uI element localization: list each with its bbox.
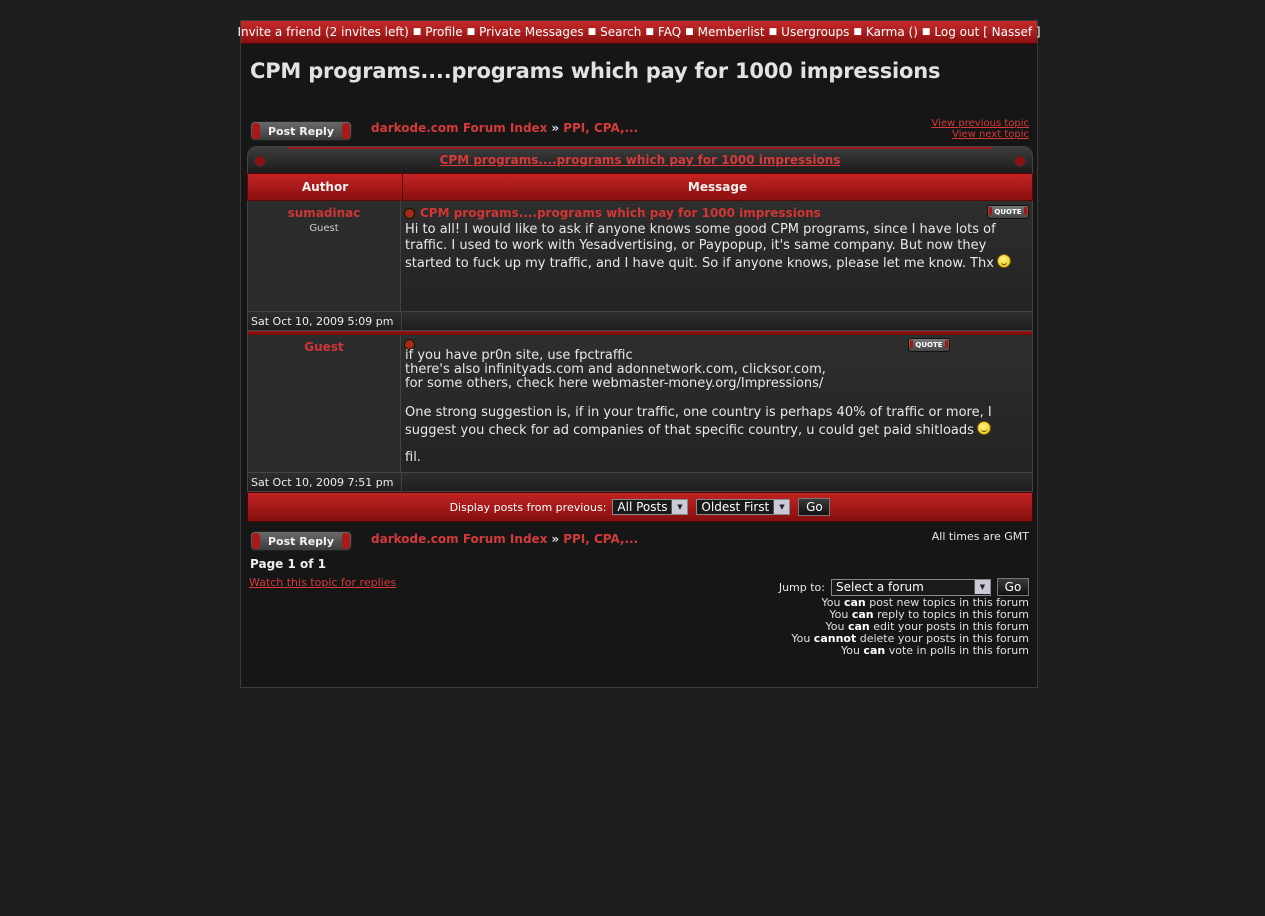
topic-navigation bbox=[931, 118, 1029, 140]
post-date: Sat Oct 10, 2009 7:51 pm bbox=[248, 473, 402, 491]
quote-button[interactable] bbox=[908, 338, 950, 352]
perm-word: can bbox=[843, 596, 866, 609]
breadcrumb-forum[interactable]: PPI, CPA,... bbox=[563, 532, 639, 546]
post-footer-empty bbox=[402, 473, 1032, 491]
post-line: for some others, check here webmaster-money.org/Impressions/ bbox=[405, 376, 824, 391]
post-author-rank: Guest bbox=[309, 223, 339, 234]
caption-left-dot-icon bbox=[254, 155, 266, 167]
perm-word: cannot bbox=[813, 632, 857, 645]
post-author-cell bbox=[248, 335, 401, 472]
perm-text: You bbox=[791, 632, 814, 645]
post-footer bbox=[247, 311, 1033, 331]
breadcrumb-forum-index[interactable]: darkode.com Forum Index bbox=[371, 121, 548, 135]
forum-select-value: Select a forum bbox=[836, 580, 924, 594]
post-row bbox=[247, 335, 1033, 472]
perm-word: can bbox=[847, 620, 870, 633]
post-reply-label: Post Reply bbox=[268, 534, 334, 548]
nav-private-messages[interactable]: Private Messages bbox=[479, 25, 584, 39]
header-message: Message bbox=[687, 180, 748, 194]
post-paragraph-text: One strong suggestion is, if in your traffic, one country is perhaps 40% of traffic or more, I suggest you check for ad companies of that specific country, u could get paid shitloads bbox=[405, 405, 992, 438]
watch-topic-link[interactable]: Watch this topic for replies bbox=[249, 576, 397, 589]
nav-separator: ■ bbox=[768, 27, 778, 37]
perm-text: edit your posts in this forum bbox=[869, 620, 1029, 633]
post-text bbox=[405, 349, 1028, 465]
period-select-value: All Posts bbox=[617, 500, 668, 514]
permission-line bbox=[791, 645, 1029, 657]
post-body bbox=[401, 201, 1032, 311]
nav-separator: ■ bbox=[587, 27, 597, 37]
nav-profile[interactable]: Profile bbox=[425, 25, 463, 39]
post-date: Sat Oct 10, 2009 5:09 pm bbox=[248, 312, 402, 330]
post-author-name[interactable]: Guest bbox=[304, 340, 344, 354]
nav-separator: ■ bbox=[853, 27, 862, 37]
page-indicator: Page 1 of 1 bbox=[250, 557, 326, 571]
post-subject-text: CPM programs....programs which pay for 1000 impressions bbox=[420, 206, 821, 220]
nav-search[interactable]: Search bbox=[600, 25, 642, 39]
dropdown-arrow-icon: ▼ bbox=[773, 500, 789, 514]
dropdown-arrow-icon: ▼ bbox=[974, 580, 990, 594]
nav-separator: ■ bbox=[466, 27, 476, 37]
nav-memberlist[interactable]: Memberlist bbox=[697, 25, 765, 39]
display-go-button[interactable]: Go bbox=[798, 498, 830, 516]
post-paragraph bbox=[405, 405, 1028, 439]
forum-container bbox=[237, 20, 1041, 688]
display-options-bar bbox=[247, 492, 1033, 522]
nav-separator: ■ bbox=[412, 27, 422, 37]
page-title: CPM programs....programs which pay for 1000 impressions bbox=[250, 59, 941, 83]
forum-select[interactable] bbox=[831, 579, 991, 596]
dropdown-arrow-icon: ▼ bbox=[671, 500, 687, 514]
jump-go-button[interactable]: Go bbox=[997, 578, 1029, 596]
nav-karma[interactable]: Karma () bbox=[865, 25, 918, 39]
perm-text: reply to topics in this forum bbox=[873, 608, 1029, 621]
perm-text: vote in polls in this forum bbox=[885, 644, 1029, 657]
post-row bbox=[247, 201, 1033, 311]
perm-text: You bbox=[825, 620, 848, 633]
perm-text: You bbox=[840, 644, 864, 657]
perm-text: delete your posts in this forum bbox=[856, 632, 1029, 645]
grin-smiley-icon bbox=[977, 421, 991, 435]
perm-text: post new topics in this forum bbox=[865, 596, 1029, 609]
previous-topic-link[interactable]: View previous topic bbox=[931, 118, 1029, 129]
post-footer bbox=[247, 472, 1033, 492]
post-line: there's also infinityads.com and adonnetwork.com, clicksor.com, bbox=[405, 362, 826, 377]
post-line: if you have pr0n site, use fpctraffic bbox=[405, 348, 633, 363]
breadcrumb-forum-index[interactable]: darkode.com Forum Index bbox=[371, 532, 548, 546]
timezone-note: All times are GMT bbox=[931, 530, 1029, 543]
header-author: Author bbox=[248, 174, 403, 200]
breadcrumb bbox=[371, 121, 638, 135]
post-reply-label: Post Reply bbox=[268, 124, 334, 138]
jump-to-form bbox=[779, 578, 1029, 596]
table-header bbox=[247, 173, 1033, 201]
jump-label: Jump to: bbox=[778, 580, 825, 594]
breadcrumb-forum[interactable]: PPI, CPA,... bbox=[563, 121, 639, 135]
breadcrumb bbox=[371, 532, 638, 546]
nav-faq[interactable]: FAQ bbox=[657, 25, 682, 39]
quote-label: QUOTE bbox=[994, 208, 1022, 216]
post-signature: fil. bbox=[405, 450, 421, 465]
quote-label: QUOTE bbox=[915, 341, 943, 349]
breadcrumb-separator: » bbox=[551, 121, 560, 135]
permissions-list bbox=[791, 597, 1029, 657]
nav-invite-friend[interactable]: Invite a friend (2 invites left) bbox=[237, 25, 409, 39]
post-text bbox=[405, 222, 1028, 272]
nav-separator: ■ bbox=[645, 27, 654, 37]
perm-word: can bbox=[863, 644, 886, 657]
perm-word: can bbox=[851, 608, 874, 621]
post-subject bbox=[405, 205, 1028, 221]
topic-title-link[interactable]: CPM programs....programs which pay for 1000 impressions bbox=[439, 153, 841, 167]
post-reply-button[interactable] bbox=[250, 121, 352, 141]
perm-text: You bbox=[821, 596, 844, 609]
caption-accent-line bbox=[288, 147, 992, 149]
next-topic-link[interactable]: View next topic bbox=[952, 129, 1029, 140]
posts-table bbox=[247, 146, 1033, 522]
order-select[interactable] bbox=[696, 499, 790, 515]
nav-usergroups[interactable]: Usergroups bbox=[781, 25, 850, 39]
caption-right-dot-icon bbox=[1014, 155, 1026, 167]
quote-button[interactable] bbox=[987, 205, 1029, 219]
order-select-value: Oldest First bbox=[701, 500, 770, 514]
top-navigation bbox=[237, 21, 1041, 44]
post-footer-empty bbox=[402, 312, 1032, 330]
nav-separator: ■ bbox=[921, 27, 931, 37]
nav-separator: ■ bbox=[685, 27, 694, 37]
post-text-content: Hi to all! I would like to ask if anyone knows some good CPM programs, since I have lots of traffic. I used to work with Yesadvertising, or Paypopup, it's same company. But now they started to fuck up my traffic, and I have quit. So if anyone knows, please let me know. Thx bbox=[405, 222, 996, 271]
display-label: Display posts from previous: bbox=[449, 500, 607, 514]
nav-logout[interactable]: Log out [ Nassef ] bbox=[934, 25, 1041, 39]
period-select[interactable] bbox=[612, 499, 688, 515]
post-reply-button[interactable] bbox=[250, 531, 352, 551]
wink-smiley-icon bbox=[997, 254, 1011, 268]
post-author-name[interactable]: sumadinac bbox=[287, 206, 361, 220]
post-bullet-icon bbox=[405, 209, 414, 218]
post-author-cell bbox=[248, 201, 401, 311]
breadcrumb-separator: » bbox=[551, 532, 560, 546]
topic-caption bbox=[247, 146, 1033, 173]
perm-text: You bbox=[829, 608, 852, 621]
post-body bbox=[401, 335, 1032, 472]
